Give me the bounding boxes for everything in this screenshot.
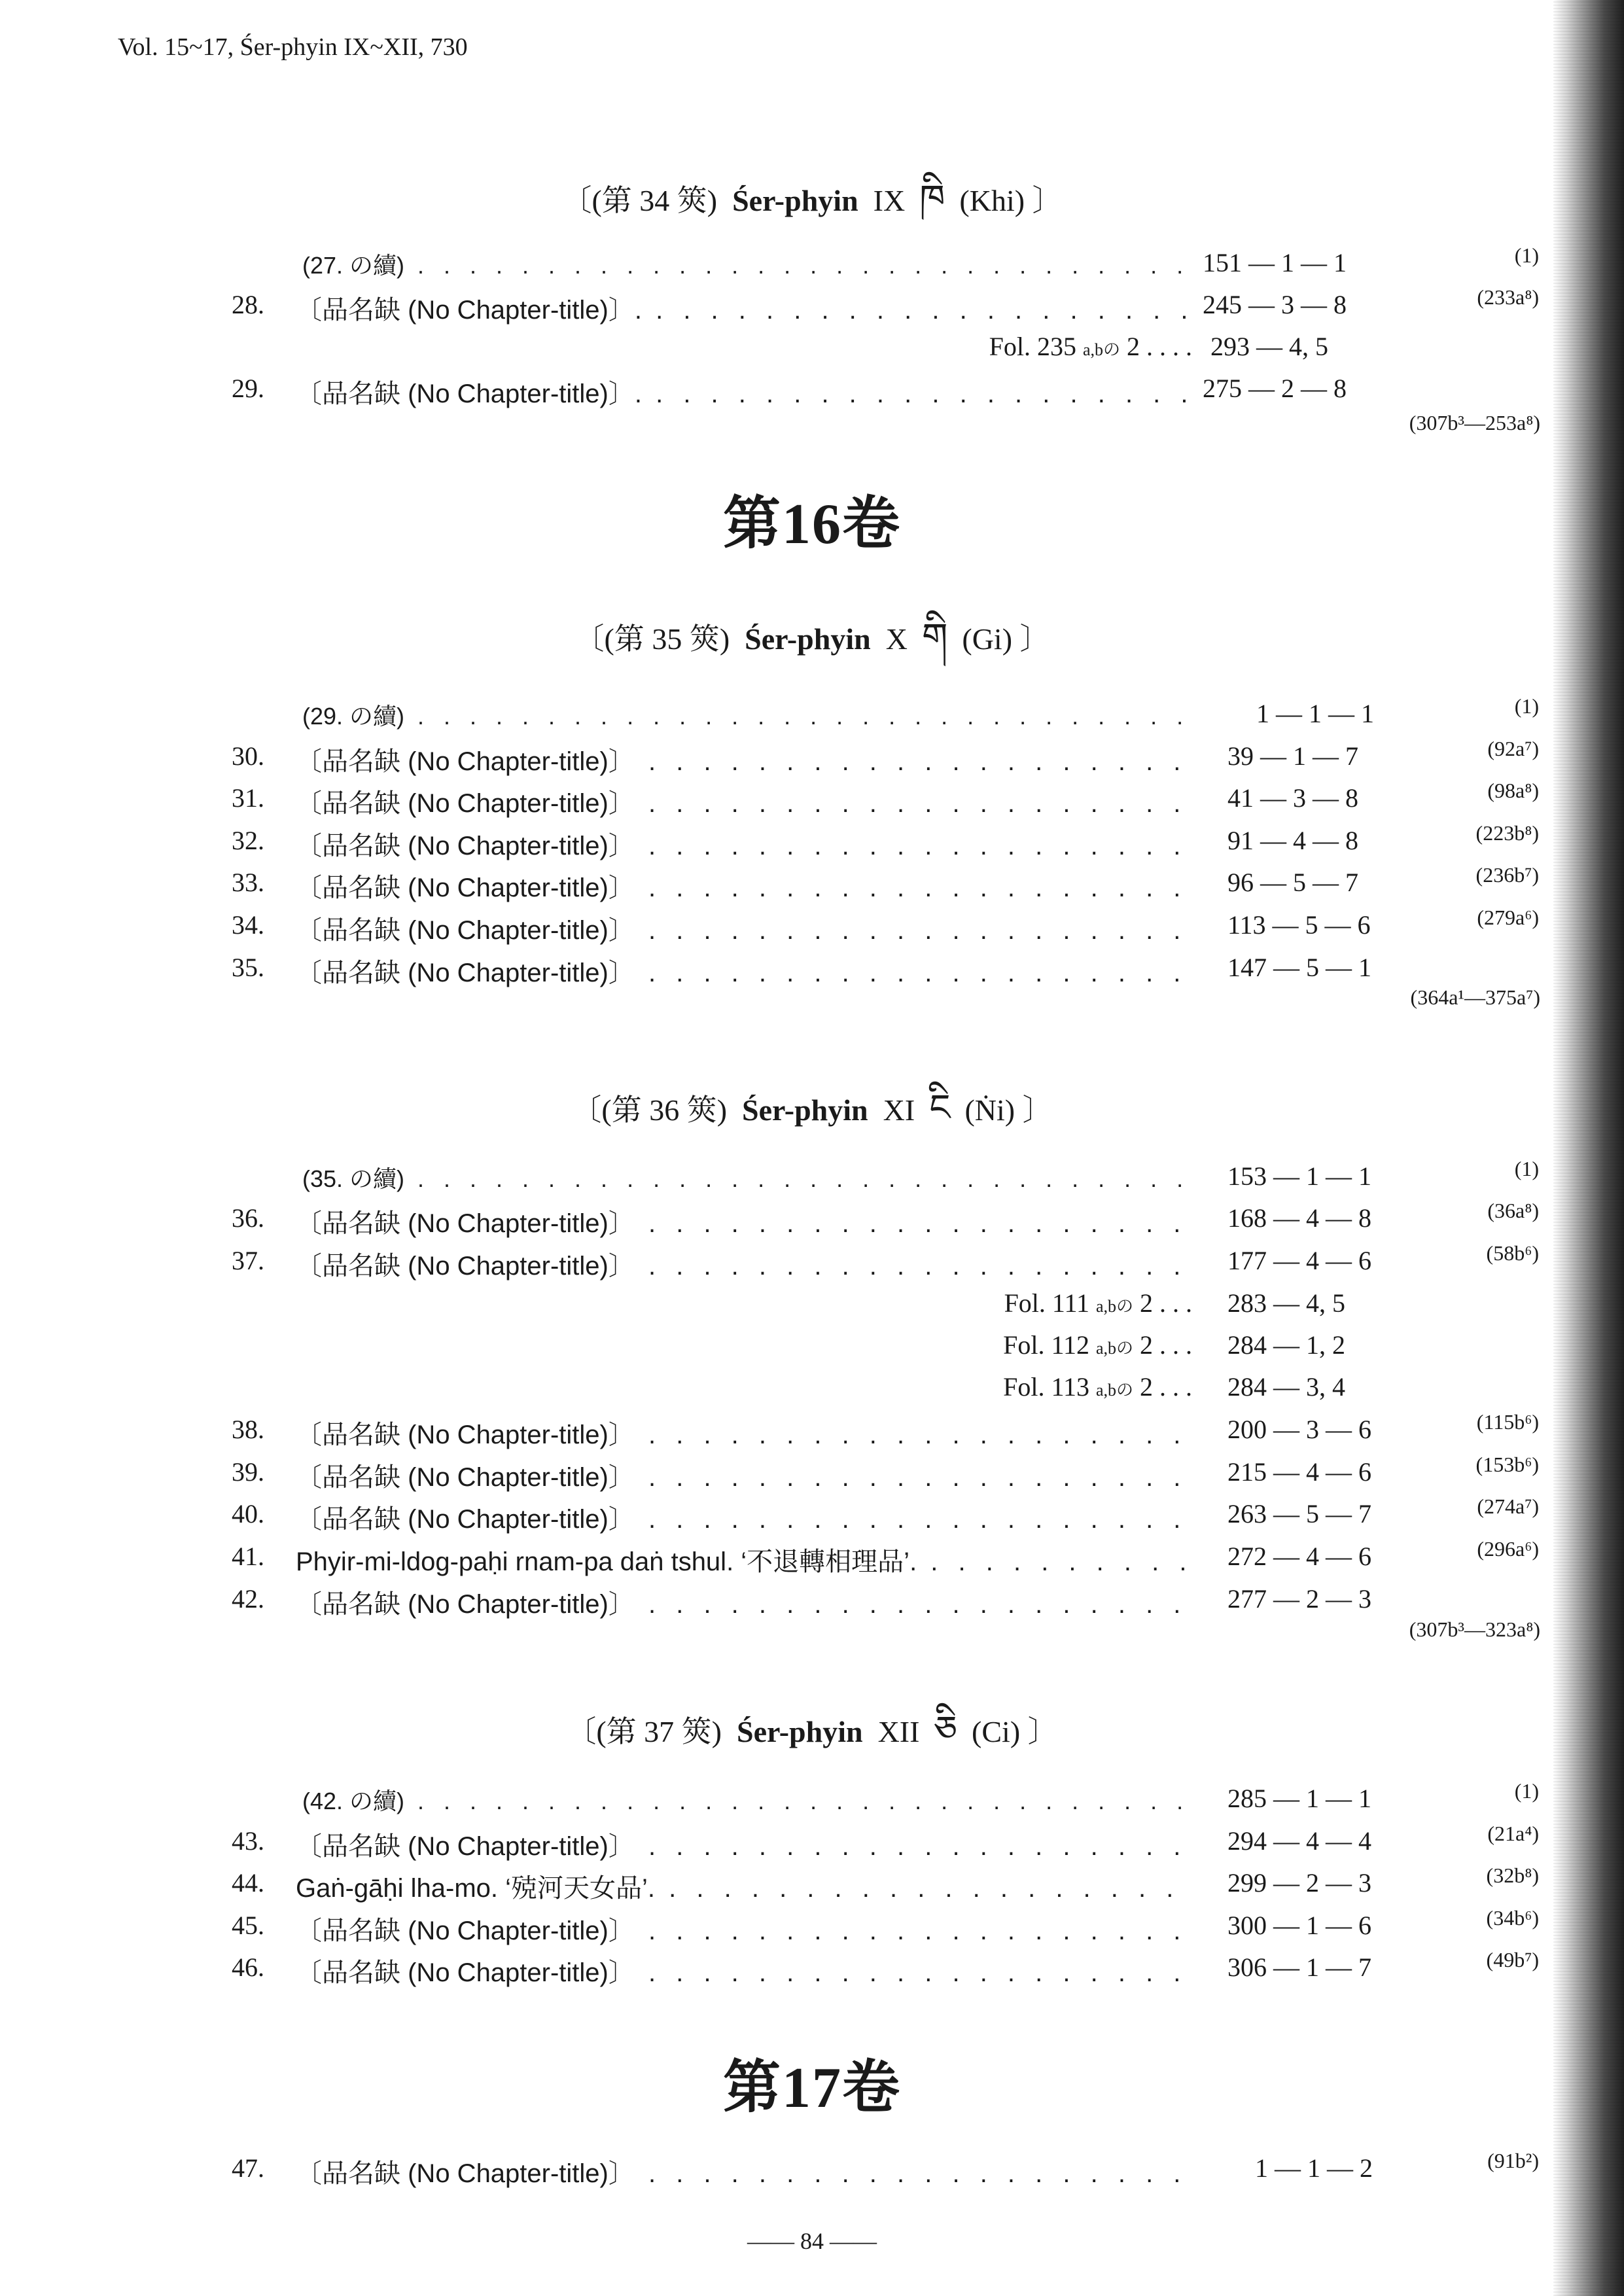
- folio-range: (364a¹—375a⁷): [1410, 985, 1540, 1009]
- entry-row: 35. 〔品名缺 (No Chapter-title)〕 . . . 147 — 5 — 1: [0, 952, 1624, 991]
- entry-row: (35. の續) . . . 153 — 1 — 1 (1): [0, 1161, 1624, 1200]
- entry-row: 47. 〔品名缺 (No Chapter-title)〕 . . . 1 — 1 — 2 (91b²): [0, 2153, 1624, 2192]
- folio-row: Fol. 113 a,bの 2 . . . 284 — 3, 4: [1003, 1372, 1345, 1402]
- entry-row: (29. の續) . . . 1 — 1 — 1 (1): [0, 698, 1624, 737]
- volume-title: 第17卷: [722, 2057, 901, 2120]
- entry-row: 40. 〔品名缺 (No Chapter-title)〕 . . . 263 — 5 — 7 (274a⁷): [0, 1498, 1624, 1538]
- entry-row: 41. Phyir-mi-ldog-paḥi rnam-pa daṅ tshul. ‘不退轉相理品’. . . . 272 — 4 — 6 (296a⁶): [0, 1541, 1624, 1580]
- entry-row: 30. 〔品名缺 (No Chapter-title)〕 . . . 39 — 1 — 7 (92a⁷): [0, 741, 1624, 780]
- entry-row: 38. 〔品名缺 (No Chapter-title)〕 . . . 200 — 3 — 6 (115b⁶): [0, 1414, 1624, 1453]
- entry-row: 37. 〔品名缺 (No Chapter-title)〕 . . . 177 — 4 — 6 (58b⁶): [0, 1245, 1624, 1284]
- folio-range: (307b³—253a⁸): [1409, 411, 1540, 434]
- folio-row: Fol. 112 a,bの 2 . . . 284 — 1, 2: [1003, 1330, 1345, 1360]
- bundle-heading-34: 〔(第 34 筴) Śer-phyin IX ཁི (Khi) 〕: [0, 157, 1624, 260]
- entry-row: 39. 〔品名缺 (No Chapter-title)〕 . . . 215 — 4 — 6 (153b⁶): [0, 1457, 1624, 1496]
- entry-row: 42. 〔品名缺 (No Chapter-title)〕 . . . 277 — 2 — 3: [0, 1583, 1624, 1623]
- bundle-heading-36: 〔(第 36 筴) Śer-phyin XI ངི (Ṅi) 〕: [0, 1067, 1624, 1170]
- tibetan-syllable: ཁི: [919, 179, 945, 219]
- entry-row: (27. の續) . . . 151 — 1 — 1 (1): [0, 247, 1624, 287]
- tibetan-syllable: གི: [921, 617, 948, 658]
- tibetan-syllable: ངི: [929, 1088, 951, 1129]
- folio-range: (307b³—323a⁸): [1409, 1617, 1540, 1641]
- entry-row: (42. の續) . . . 285 — 1 — 1 (1): [0, 1783, 1624, 1822]
- tibetan-syllable: ཅི: [934, 1710, 958, 1750]
- bundle-heading-37: 〔(第 37 筴) Śer-phyin XII ཅི (Ci) 〕: [0, 1688, 1624, 1792]
- entry-row: 43. 〔品名缺 (No Chapter-title)〕 . . . 294 — 4 — 4 (21a⁴): [0, 1826, 1624, 1865]
- volume-title: 第16卷: [722, 493, 901, 556]
- entry-row: 44. Gaṅ-gāḥi lha-mo. ‘殑河天女品’. . . . 299 — 2 — 3 (32b⁸): [0, 1867, 1624, 1907]
- bundle-heading-35: 〔(第 35 筴) Śer-phyin X གི (Gi) 〕: [0, 595, 1624, 699]
- folio-row: Fol. 111 a,bの 2 . . . 283 — 4, 5: [1004, 1288, 1345, 1318]
- running-head: Vol. 15~17, Śer-phyin IX~XII, 730: [118, 33, 468, 61]
- page-number: —— 84 ——: [747, 2228, 877, 2254]
- entry-row: 29. 〔品名缺 (No Chapter-title)〕. . . . 275 — 2 — 8: [0, 373, 1624, 412]
- entry-row: 36. 〔品名缺 (No Chapter-title)〕 . . . 168 — 4 — 8 (36a⁸): [0, 1203, 1624, 1242]
- entry-row: 31. 〔品名缺 (No Chapter-title)〕 . . . 41 — 3 — 8 (98a⁸): [0, 783, 1624, 822]
- entry-row: 33. 〔品名缺 (No Chapter-title)〕 . . . 96 — 5 — 7 (236b⁷): [0, 867, 1624, 906]
- entry-row: 32. 〔品名缺 (No Chapter-title)〕 . . . 91 — 4 — 8 (223b⁸): [0, 825, 1624, 864]
- folio-row: Fol. 235 a,bの 2 . . . . 293 — 4, 5: [989, 332, 1328, 361]
- entry-row: 45. 〔品名缺 (No Chapter-title)〕 . . . 300 — 1 — 6 (34b⁶): [0, 1910, 1624, 1949]
- entry-row: 34. 〔品名缺 (No Chapter-title)〕 . . . 113 — 5 — 6 (279a⁶): [0, 910, 1624, 949]
- entry-row: 46. 〔品名缺 (No Chapter-title)〕 . . . 306 — 1 — 7 (49b⁷): [0, 1952, 1624, 1991]
- entry-row: 28. 〔品名缺 (No Chapter-title)〕. . . . 245 — 3 — 8 (233a⁸): [0, 289, 1624, 328]
